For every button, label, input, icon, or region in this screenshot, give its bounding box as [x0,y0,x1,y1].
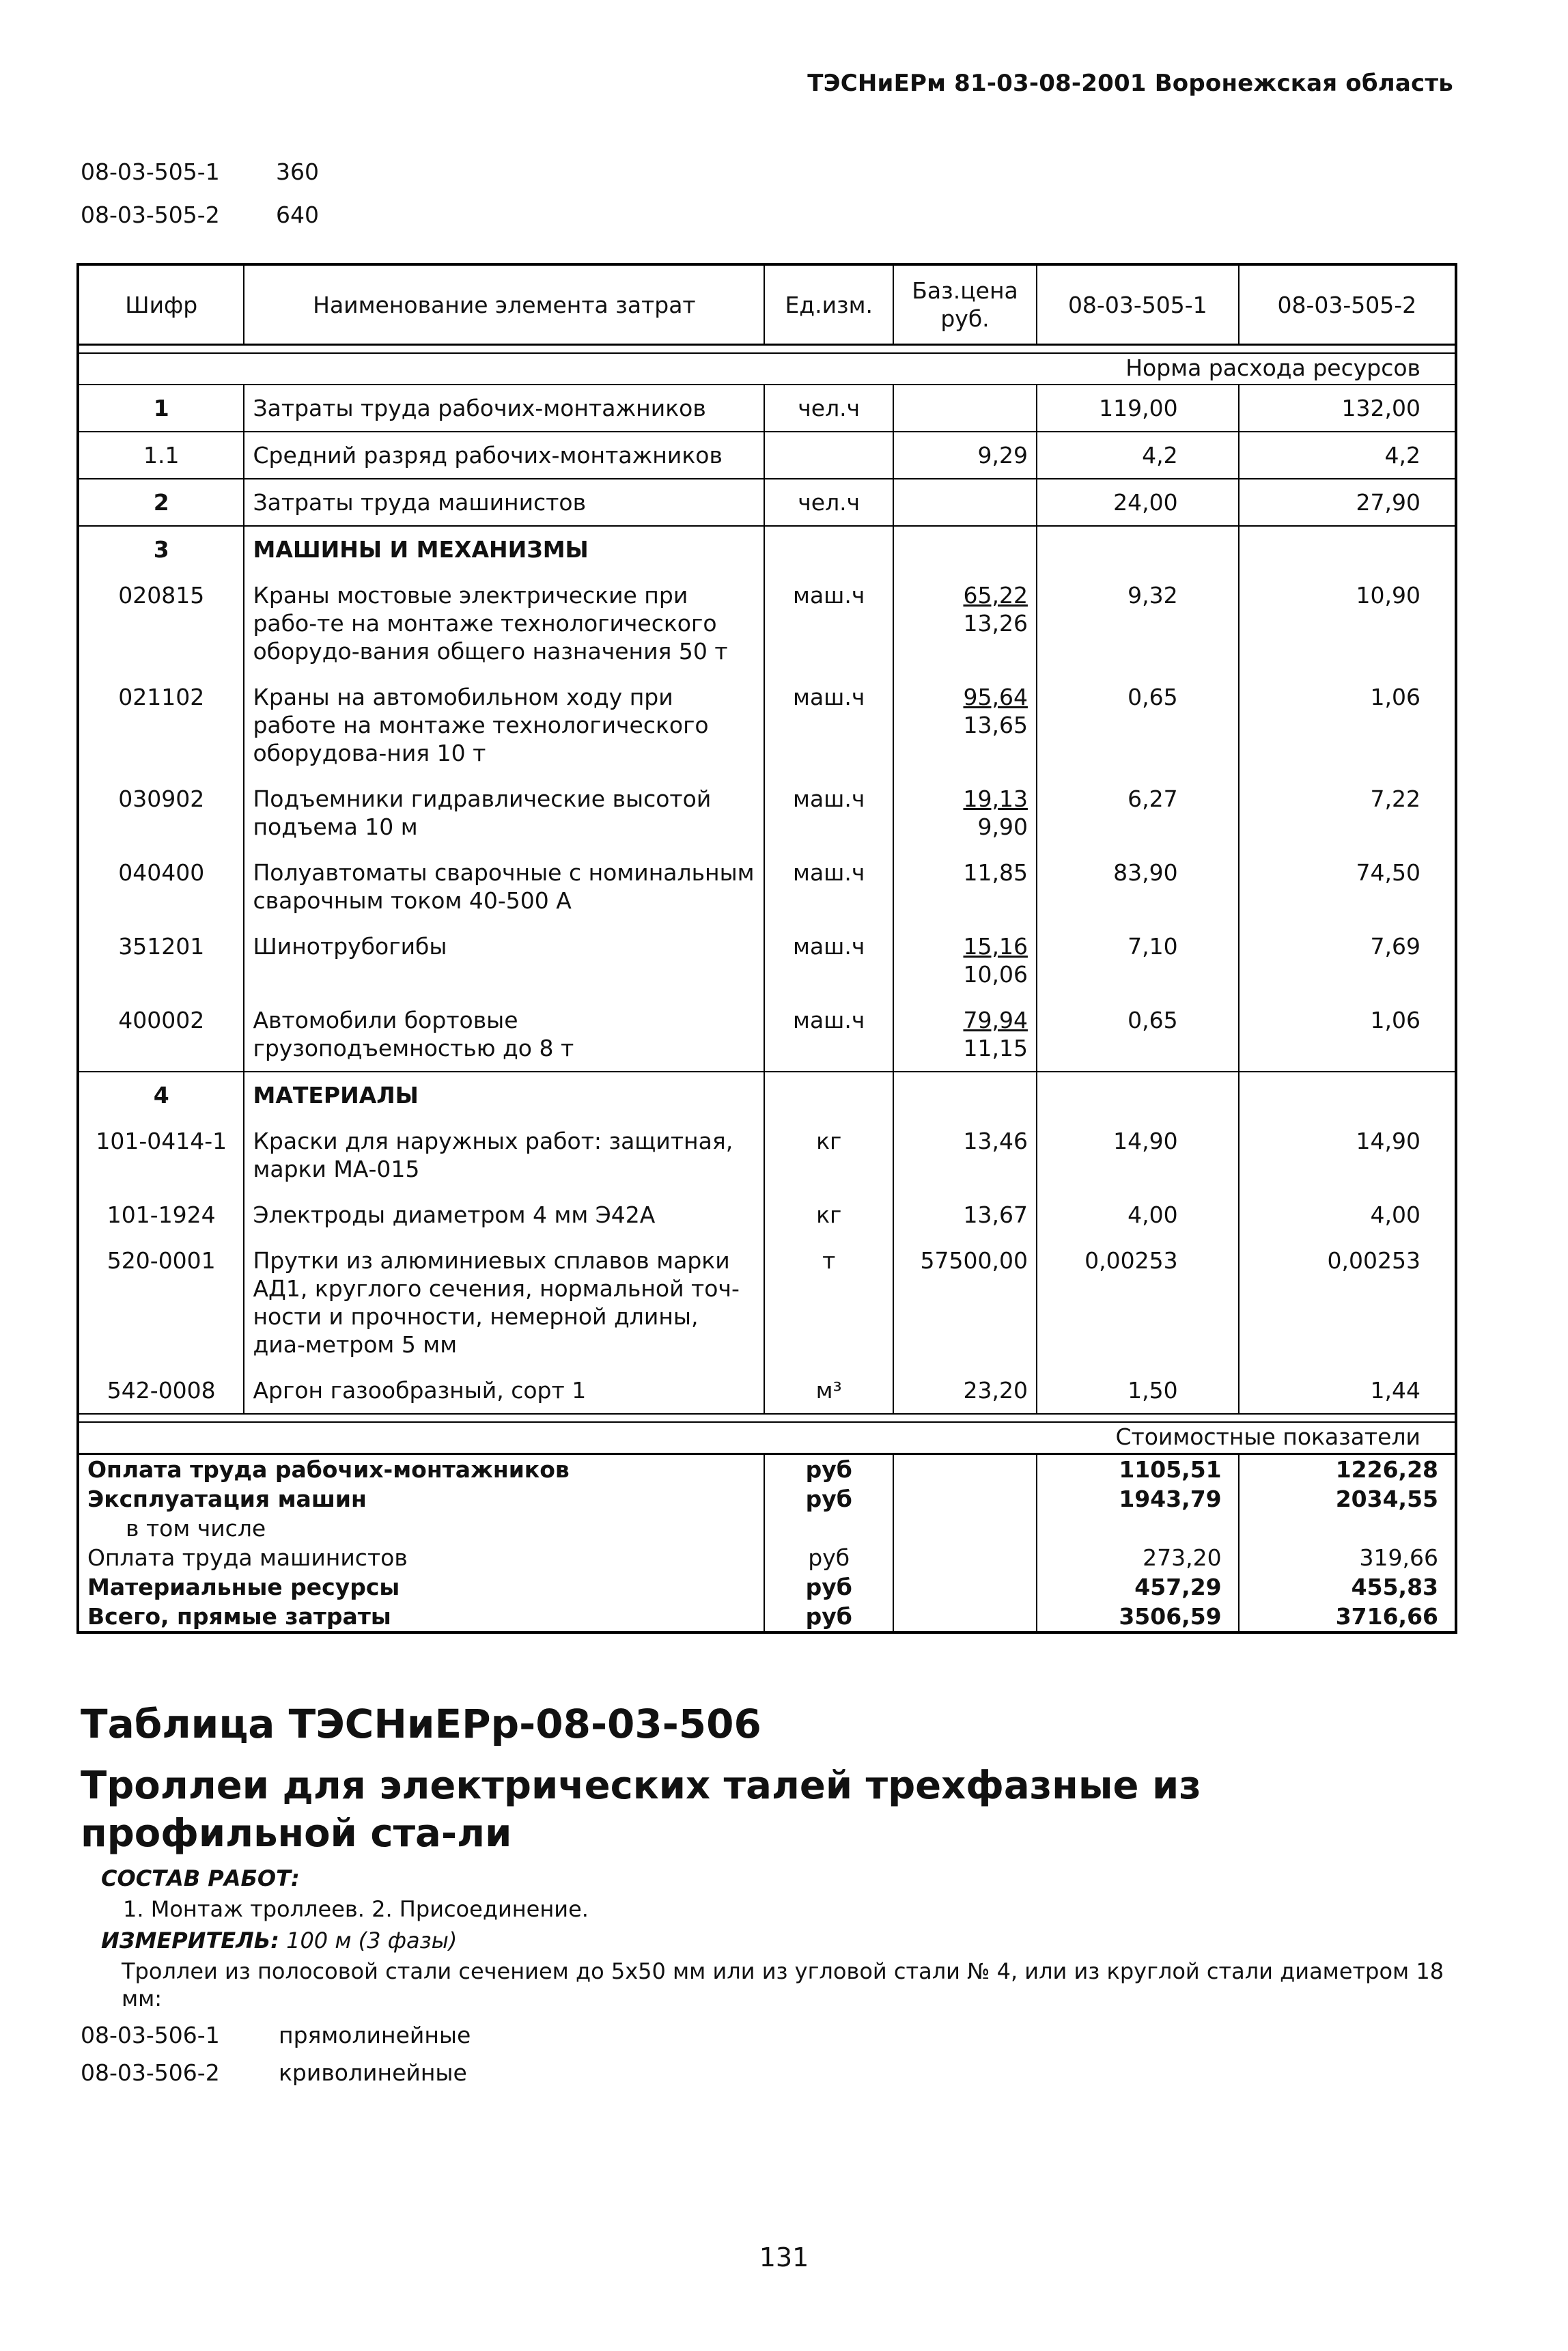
row-code: 4 [78,1072,244,1118]
table-row [78,1192,1456,1238]
summary-name: в том числе [126,1515,266,1542]
summary-value-2 [1239,1514,1456,1543]
variant-value: 640 [276,201,319,228]
variant-label: криволинейные [279,2059,467,2086]
row-value-1: 9,32 [1037,572,1239,674]
table-row [78,997,1456,1072]
table-row [78,923,1456,997]
row-name: Краски для наружных работ: защитная, марки МА-015 [244,1118,764,1192]
composition-label: СОСТАВ РАБОТ: [101,1865,300,1891]
row-unit: м³ [764,1367,893,1414]
row-price [893,1238,1037,1367]
row-name: МАШИНЫ И МЕХАНИЗМЫ [244,526,764,572]
summary-value-2: 455,83 [1239,1572,1456,1602]
table-row [78,850,1456,923]
row-value-1: 6,27 [1037,776,1239,850]
summary-empty [893,1602,1037,1632]
row-value-2: 74,50 [1239,850,1456,923]
norm-label-row [78,353,1456,385]
price-value: 57500,00 [920,1247,1028,1274]
cost-label-row [78,1422,1456,1454]
row-code: 520-0001 [107,1247,216,1274]
table-row [78,526,1456,572]
row-value-2 [1239,1072,1456,1118]
row-code: 020815 [118,582,205,609]
table-row [78,479,1456,526]
row-value-2: 1,44 [1239,1367,1456,1414]
summary-value-1: 1105,51 [1037,1454,1239,1485]
row-price [893,432,1037,479]
row-value-2: 0,00253 [1239,1238,1456,1367]
row-value-1: 14,90 [1037,1118,1239,1192]
row-price [893,1072,1037,1118]
table-row [78,1367,1456,1414]
row-value-2 [1239,526,1456,572]
row-unit: маш.ч [764,776,893,850]
meter-label: ИЗМЕРИТЕЛЬ: [101,1928,279,1953]
summary-row [78,1514,1456,1543]
row-price [893,385,1037,432]
summary-empty [893,1484,1037,1514]
row-price [893,923,1037,997]
row-value-1: 7,10 [1037,923,1239,997]
row-name: Прутки из алюминиевых сплавов марки АД1, круглого сечения, нормальной точ-ности и прочности, немерной длины, диа-метром 5 мм [244,1238,764,1367]
price-value: 19,13 [963,785,1028,812]
price-machinist-value: 11,15 [963,1035,1028,1061]
row-price [893,850,1037,923]
row-value-1: 1,50 [1037,1367,1239,1414]
row-code: 030902 [118,785,205,812]
price-value: 65,22 [963,582,1028,609]
table-row [78,1072,1456,1118]
summary-value-1: 3506,59 [1037,1602,1239,1632]
summary-unit: руб [764,1454,893,1485]
row-value-1 [1037,1072,1239,1118]
summary-empty [893,1514,1037,1543]
row-unit: кг [764,1192,893,1238]
summary-unit: руб [764,1543,893,1572]
row-price [893,776,1037,850]
summary-name: Оплата труда рабочих-монтажников [78,1454,764,1485]
section-description: Троллеи из полосовой стали сечением до 5х50 мм или из угловой стали № 4, или из круглой стали диаметром 18 мм: [122,1958,1444,2012]
row-code: 101-1924 [107,1201,216,1228]
row-unit [764,1072,893,1118]
table-row [78,1238,1456,1367]
row-code: 2 [78,479,244,526]
row-name: Автомобили бортовые грузоподъемностью до 8 т [244,997,764,1072]
resource-table [76,263,1457,1634]
header-code: Шифр [78,264,244,345]
price-value: 23,20 [963,1377,1028,1404]
table-header-row [78,264,1456,345]
table-row [78,385,1456,432]
summary-value-1: 457,29 [1037,1572,1239,1602]
summary-name: Оплата труда машинистов [87,1544,408,1571]
header-col2: 08-03-505-2 [1239,264,1456,345]
variant-row [81,2059,471,2097]
summary-value-2: 319,66 [1239,1543,1456,1572]
row-price [893,479,1037,526]
variants-bottom [81,2022,471,2097]
row-value-1: 4,00 [1037,1192,1239,1238]
variant-code: 08-03-505-1 [81,158,220,185]
row-code: 101-0414-1 [96,1128,227,1154]
row-unit: т [764,1238,893,1367]
row-name: Полуавтоматы сварочные с номинальным сварочным током 40-500 А [244,850,764,923]
header-price: Баз.цена руб. [893,264,1037,345]
price-value: 9,29 [977,442,1028,469]
row-value-1: 0,65 [1037,674,1239,776]
summary-value-2: 1226,28 [1239,1454,1456,1485]
row-value-2: 14,90 [1239,1118,1456,1192]
price-value: 15,16 [963,933,1028,960]
row-code: 021102 [118,684,205,710]
price-value: 95,64 [963,684,1028,710]
price-value: 13,46 [963,1128,1028,1154]
summary-value-2: 2034,55 [1239,1484,1456,1514]
row-code: 542-0008 [107,1377,216,1404]
summary-value-2: 3716,66 [1239,1602,1456,1632]
variant-label: прямолинейные [279,2022,471,2048]
row-value-1 [1037,526,1239,572]
composition-text: 1. Монтаж троллеев. 2. Присоединение. [123,1896,589,1922]
row-unit: чел.ч [764,479,893,526]
summary-row [78,1484,1456,1514]
running-header: ТЭСНиЕРм 81-03-08-2001 Воронежская область [807,70,1453,97]
header-unit: Ед.изм. [764,264,893,345]
summary-unit: руб [764,1602,893,1632]
row-code: 3 [78,526,244,572]
table-row [78,432,1456,479]
row-name: Средний разряд рабочих-монтажников [244,432,764,479]
row-unit: маш.ч [764,572,893,674]
table-row [78,572,1456,674]
table-row [78,674,1456,776]
row-price [893,526,1037,572]
row-value-2: 1,06 [1239,997,1456,1072]
row-price [893,674,1037,776]
row-name: Краны на автомобильном ходу при работе на монтаже технологического оборудова-ния 10 т [244,674,764,776]
row-unit [764,526,893,572]
row-value-1: 0,65 [1037,997,1239,1072]
row-name: Электроды диаметром 4 мм Э42А [244,1192,764,1238]
row-price [893,997,1037,1072]
price-machinist-value: 13,65 [963,712,1028,738]
price-machinist-value: 9,90 [977,813,1028,840]
row-price [893,1367,1037,1414]
variant-code: 08-03-505-2 [81,201,220,228]
row-name: Затраты труда машинистов [244,479,764,526]
table-row [78,1118,1456,1192]
price-value: 79,94 [963,1007,1028,1033]
variant-row [81,158,319,201]
row-value-2: 4,2 [1239,432,1456,479]
summary-unit: руб [764,1484,893,1514]
summary-row [78,1543,1456,1572]
row-value-2: 27,90 [1239,479,1456,526]
summary-value-1: 273,20 [1037,1543,1239,1572]
row-value-1: 119,00 [1037,385,1239,432]
price-machinist-value: 10,06 [963,961,1028,988]
variant-row [81,201,319,245]
price-value: 13,67 [963,1201,1028,1228]
row-code: 040400 [118,859,205,886]
meter-value: 100 м (3 фазы) [286,1928,458,1953]
summary-row [78,1572,1456,1602]
row-code: 1.1 [78,432,244,479]
row-unit: кг [764,1118,893,1192]
summary-name: Материальные ресурсы [87,1574,400,1600]
row-price [893,1192,1037,1238]
summary-empty [893,1454,1037,1485]
summary-value-1 [1037,1514,1239,1543]
row-value-1: 83,90 [1037,850,1239,923]
row-unit: маш.ч [764,674,893,776]
row-value-2: 10,90 [1239,572,1456,674]
row-name: Затраты труда рабочих-монтажников [244,385,764,432]
table-row [78,776,1456,850]
page-number: 131 [759,2242,809,2272]
summary-name: Всего, прямые затраты [87,1603,391,1630]
row-price [893,572,1037,674]
row-value-1: 4,2 [1037,432,1239,479]
row-value-1: 0,00253 [1037,1238,1239,1367]
row-name: Подъемники гидравлические высотой подъема 10 м [244,776,764,850]
summary-name: Эксплуатация машин [87,1486,367,1512]
row-name: МАТЕРИАЛЫ [244,1072,764,1118]
row-unit: маш.ч [764,850,893,923]
summary-row [78,1602,1456,1632]
row-price [893,1118,1037,1192]
variant-code: 08-03-506-1 [81,2022,220,2048]
row-unit: маш.ч [764,923,893,997]
row-value-2: 7,69 [1239,923,1456,997]
row-code: 1 [153,395,169,421]
row-code: 351201 [118,933,205,960]
row-code: 400002 [118,1007,205,1033]
variant-code: 08-03-506-2 [81,2059,220,2086]
row-unit: чел.ч [764,385,893,432]
summary-empty [893,1543,1037,1572]
section-title: Таблица ТЭСНиЕРр-08-03-506 [81,1701,761,1747]
header-name: Наименование элемента затрат [244,264,764,345]
header-col1: 08-03-505-1 [1037,264,1239,345]
row-name: Аргон газообразный, сорт 1 [244,1367,764,1414]
summary-unit [764,1514,893,1543]
summary-value-1: 1943,79 [1037,1484,1239,1514]
summary-unit: руб [764,1572,893,1602]
row-unit [764,432,893,479]
row-unit: маш.ч [764,997,893,1072]
row-value-2: 7,22 [1239,776,1456,850]
row-name: Краны мостовые электрические при рабо-те на монтаже технологического оборудо-вания общего назначения 50 т [244,572,764,674]
variants-top [81,158,319,245]
meter-line [101,1928,457,1953]
price-machinist-value: 13,26 [963,610,1028,637]
summary-empty [893,1572,1037,1602]
norm-label: Норма расхода ресурсов [78,353,1456,385]
summary-row [78,1454,1456,1485]
variant-row [81,2022,471,2059]
variant-value: 360 [276,158,319,185]
row-value-2: 1,06 [1239,674,1456,776]
price-value: 11,85 [963,859,1028,886]
row-value-2: 132,00 [1239,385,1456,432]
section-subtitle: Троллеи для электрических талей трехфазные из профильной ста-ли [81,1764,1201,1856]
row-name: Шинотрубогибы [244,923,764,997]
cost-label: Стоимостные показатели [78,1422,1456,1454]
row-value-1: 24,00 [1037,479,1239,526]
row-value-2: 4,00 [1239,1192,1456,1238]
